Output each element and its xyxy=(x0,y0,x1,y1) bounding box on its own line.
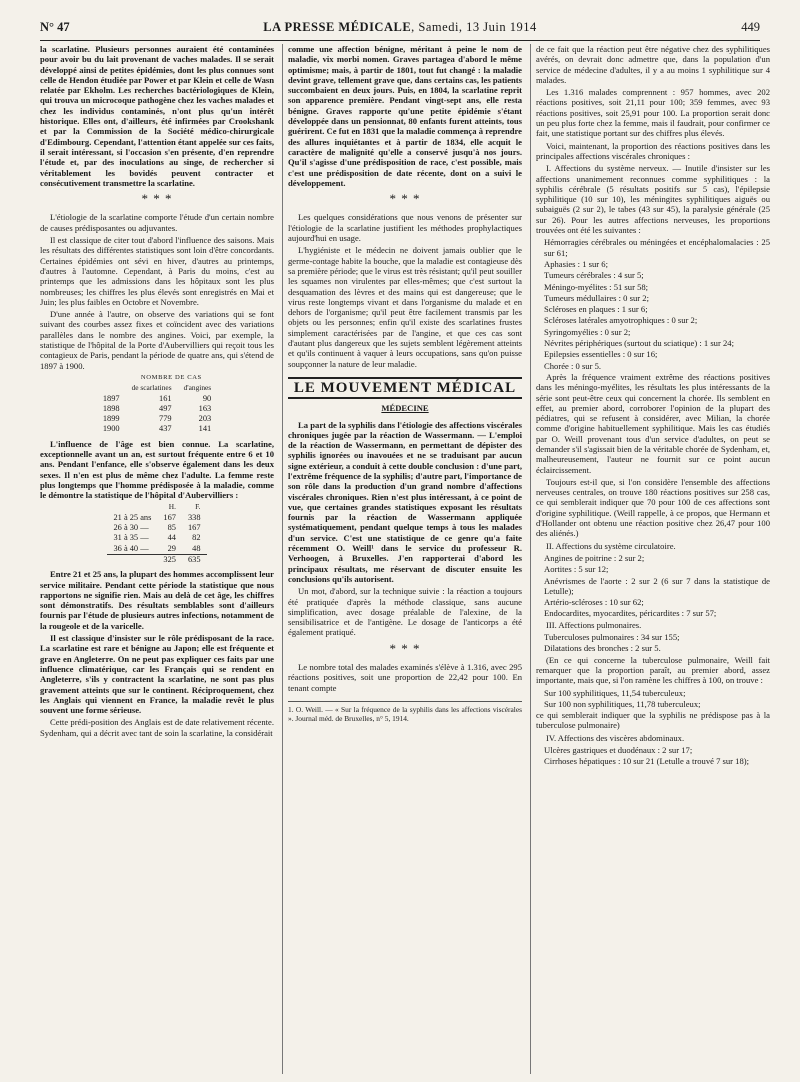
section-separator: * * * xyxy=(389,191,421,207)
paragraph: Voici, maintenant, la proportion des réactions positives dans les principales affections viscérales chroniques : xyxy=(536,140,770,161)
paragraph: L'influence de l'âge est bien connue. La scarlatine, exceptionnelle avant un an, est surtout fréquente entre 6 et 10 ans. Pendant l'enfance, elle s'observe également dans les deux sexes. Il n'en est plus de même chez l'adulte. La femme reste plus longtemps que l'homme prédisposée à la maladie, comme le démontre la statistique de l'hôpital d'Aubervilliers : xyxy=(40,438,274,501)
section-label: IV. Affections des viscères abdominaux. xyxy=(546,732,685,743)
paragraph: (En ce qui concerne la tuberculose pulmonaire, Weill fait remarquer que la proportion paraît, au premier abord, assez importante, mais que, si l'on ramène les chiffres à 100, on trouve : xyxy=(536,654,770,686)
paragraph: Cette prédi-position des Anglais est de date relativement récente. Sydenham, qui a décrit avec tant de soin la scarlatine, la considérait xyxy=(40,717,274,738)
list-item: Chorée : 0 sur 5. xyxy=(544,360,602,371)
issue-number: N° 47 xyxy=(40,20,70,34)
paragraph: L'étiologie de la scarlatine comporte l'étude d'un certain nombre de causes prédisposantes ou adjuvantes. xyxy=(40,212,274,233)
list-item: Artério-scléroses : 10 sur 62; xyxy=(544,597,644,608)
section-separator: * * * xyxy=(141,191,173,207)
subsection-heading: MÉDECINE xyxy=(381,403,429,414)
paragraph: de ce fait que la réaction peut être négative chez des syphilitiques avérés, on devrait donc admettre que, dans la population d'un service de médecine d'adultes, il y a au moins 1 syphilitique sur 4 malades. xyxy=(536,44,770,85)
paragraph: I. Affections du système nerveux. — Inutile d'insister sur les affections unanimement reconnues comme syphilitiques : la syphilis cérébrale (5 résultats positifs sur 5 cas), l'épilepsie syphilitique (10 sur 10), les méningites syphilitiques aiguës ou subaiguës (2 sur 2), le tabes (43 sur 45), la paralysie générale (25 sur 26). Pour les autres affections nerveuses, les proportions trouvées ont été les suivantes : xyxy=(536,163,770,236)
column-header: de scarlatines xyxy=(131,383,172,393)
column-1 xyxy=(40,44,274,1074)
paragraph: L'hygiéniste et le médecin ne doivent jamais oublier que le germe-contage habite la bouche, que la maladie est contagieuse dès sa première période; que le virus est très résistant; qu'il peut souiller les squames non virulentes par elles-mêmes; que c'est surtout la desquamation des lèvres et des mains qui est dangereuse; que le virus reste longtemps vivant et dans l'organisme du malade et en dehors de l'organisme; qu'il peut être facilement transmis par les objets ou les personnes; enfin qu'il existe des scarlatines frustes simplement caractérisées par de l'angine, et que ces cas sont d'autant plus dangereux que les sujets semblent légèrement atteints et qu'ils continuent à vaquer à leurs occupations, sans qu'on puisse soupçonner la nature de leur maladie. xyxy=(288,245,522,369)
paragraph: Les quelques considérations que nous venons de présenter sur l'étiologie de la scarlatine justifient les méthodes prophylactiques aujourd'hui en usage. xyxy=(288,212,522,244)
list-item: Epilepsies essentielles : 0 sur 16; xyxy=(544,349,658,360)
section-heading: LE MOUVEMENT MÉDICAL xyxy=(288,377,522,399)
list-item: Sur 100 syphilitiques, 11,54 tuberculeux; xyxy=(544,687,686,698)
table-title: NOMBRE DE CAS xyxy=(140,373,202,381)
paragraph: Il est classique de citer tout d'abord l'influence des saisons. Mais les résultats des différentes statistiques sont loin d'être concordants. Certaines épidémies ont sévi en hiver, d'autres au printemps, d'autres à l'automne. Cependant, à Paris du moins, c'est au printemps que les admissions dans les hôpitaux sont les plus nombreuses; les chiffres les plus élevés sont enregistrés en Mai et Juin; les plus faibles en Octobre et Novembre. xyxy=(40,235,274,307)
list-item: Tuberculoses pulmonaires : 34 sur 155; xyxy=(544,632,680,643)
paragraph: ce qui semblerait indiquer que la syphilis ne prédispose pas à la tuberculose pulmonaire) xyxy=(536,710,770,731)
section-label: II. Affections du système circulatoire. xyxy=(546,540,676,551)
article-columns xyxy=(40,44,770,1074)
footnote: 1. O. Weill. — « Sur la fréquence de la syphilis dans les affections viscérales ». Journal méd. de Bruxelles, n° 5, 1914. xyxy=(288,701,522,723)
table-row: 21 à 25 ans 167 338 xyxy=(113,512,201,522)
list-item: Dilatations des bronches : 2 sur 5. xyxy=(544,643,661,654)
paragraph: comme une affection bénigne, méritant à peine le nom de maladie, vix morbi nomen. Graves partagea d'abord le même optimisme; mais, à partir de 1801, tout fut changé : la maladie devint grave, tellement grave que, dans certains cas, les patients succombaient en deux jours. Puis, en 1804, la scarlatine reprit son apparence première. Pendant vingt-sept ans, elle resta bénigne. Graves rapporte qu'une petite épidémie s'étant développée dans un pensionnat, 80 enfants furent atteints, tous guérirent. Ce fut en 1831 que la maladie commença à reprendre des allures inquiétantes et à partir de 1834, elle acquit le caractère de malignité qu'elle a conservé jusqu'à nos jours. Qu'il s'agisse d'une prédisposition de race, c'est possible, mais c'est une prédisposition de date récente, dont on a suivi le développement. xyxy=(288,44,522,188)
list-item: Syringomyélies : 0 sur 2; xyxy=(544,326,631,337)
paragraph: D'une année à l'autre, on observe des variations qui se font suivant des courbes assez fixes et coïncident avec des variations parallèles dans le nombre des angines. Voici, par exemple, la statistique de l'hôpital de la Porte d'Aubervilliers qui reçoit tous les contagieux de Paris, pendant la période de quatre ans, qui s'étend de 1897 à 1900. xyxy=(40,309,274,371)
issue-date: , Samedi, 13 Juin 1914 xyxy=(411,20,537,34)
list-item: Endocardites, myocardites, péricardites : 7 sur 57; xyxy=(544,608,717,619)
list-item: Hémorragies cérébrales ou méningées et encéphalomalacies : 25 sur 61; xyxy=(544,237,770,258)
list-item: Cirrhoses hépatiques : 10 sur 21 (Letulle a trouvé 7 sur 18); xyxy=(544,756,750,767)
list-item: Névrites périphériques (surtout du sciatique) : 1 sur 24; xyxy=(544,338,734,349)
table-row: 1898 497 163 xyxy=(102,403,212,413)
list-item: Anévrismes de l'aorte : 2 sur 2 (6 sur 7 dans la statistique de Letulle); xyxy=(544,575,770,596)
list-item: Tumeurs cérébrales : 4 sur 5; xyxy=(544,270,644,281)
seasonal-cases-table xyxy=(97,373,217,435)
section-separator: * * * xyxy=(389,640,421,656)
table-row: 26 à 30 — 85 167 xyxy=(113,523,201,533)
paragraph: Le nombre total des malades examinés s'élève à 1.316, avec 295 réactions positives, soit une proportion de 22,42 pour 100. En tenant compte xyxy=(288,662,522,693)
list-item: Aphasies : 1 sur 6; xyxy=(544,258,608,269)
section-label: III. Affections pulmonaires. xyxy=(546,619,642,630)
table-row: 31 à 35 — 44 82 xyxy=(113,533,201,543)
list-item: Méningo-myélites : 51 sur 58; xyxy=(544,281,649,292)
list-item: Angines de poitrine : 2 sur 2; xyxy=(544,552,645,563)
table-row: 1899 779 203 xyxy=(102,414,212,424)
paragraph: Les 1.316 malades comprennent : 957 hommes, avec 202 réactions positives, soit 21,11 pour 100; 359 femmes, avec 93 réactions positives, soit 25,91 pour 100. La proportion serait donc un peu plus forte chez la femme, mais il faudrait, pour confirmer ce fait, une statistique portant sur des chiffres plus élevés. xyxy=(536,87,770,139)
list-item: Aortites : 5 sur 12; xyxy=(544,564,609,575)
list-item: Sur 100 non syphilitiques, 11,78 tuberculeux; xyxy=(544,698,701,709)
table-row: 1897 161 90 xyxy=(102,393,212,403)
list-item: Scléroses latérales amyotrophiques : 0 sur 2; xyxy=(544,315,698,326)
journal-title-line xyxy=(40,20,760,35)
paragraph: Un mot, d'abord, sur la technique suivie : la réaction a toujours été pratiquée d'après la méthode classique, sans aucune simplification, avec dosage préalable de l'alexine, de la sensibilisatrice et de l'antigène. Le dosage de l'anticorps a été également pratiqué. xyxy=(288,586,522,638)
paragraph: Entre 21 et 25 ans, la plupart des hommes accomplissent leur service militaire. Pendant cette période la statistique que nous rapportons ne signifie rien. Mais au delà de cet âge, les chiffres sont démonstratifs. Des résultats semblables sont d'ailleurs fournis par l'étude de plusieurs autres infections, notamment de la rougeole et de la varicelle. xyxy=(40,569,274,631)
age-sex-table xyxy=(107,502,206,565)
table-total-row: 325 635 xyxy=(107,554,206,565)
paragraph: La part de la syphilis dans l'étiologie des affections viscérales chroniques jugée par la réaction de Wassermann. — L'emploi de la réaction de Wassermann, en permettant de dépister des syphilis ignorées ou inavouées et ne se traduisant par aucun signe extérieur, a conduit à cette double conclusion : d'une part, l'extrême fréquence de la syphilis; d'autre part, l'importance de son rôle dans la production d'un grand nombre d'affections viscérales chroniques. Rien n'est plus intéressant, à ce point de vue, que certaines grandes statistiques exposant les résultats fournis par la réaction de Wassermann appliquée systématiquement, pendant quelque temps à tous les malades d'un service. C'est une statistique de ce genre qu'a faite récemment O. Weill¹ dans le service du professeur R. Verhoogen, à Bruxelles. J'en rapporterai d'abord les principaux résultats, me réservant de discuter ensuite les conclusions qu'ils autorisent. xyxy=(288,419,522,584)
column-3 xyxy=(536,44,770,1074)
list-item: Tumeurs médullaires : 0 sur 2; xyxy=(544,292,649,303)
paragraph: Il est classique d'insister sur le rôle prédisposant de la race. La scarlatine est rare et bénigne au Japon; elle est fréquente et grave en Angleterre. On ne peut pas expliquer ces faits par une influence climatérique, car les Français qui se rendent en Angleterre, s'ils y contractent la scarlatine, ne sont pas plus gravement atteints que sur le continent. Réciproquement, chez les Anglais qui viennent en France, la maladie revêt le plus souvent une forme sérieuse. xyxy=(40,633,274,716)
paragraph: Après la fréquence vraiment extrême des réactions positives dans les méningo-myélites, les résultats les plus intéressants de la série sont peut-être ceux qui concernent la chorée. Ils semblent en effet, au premier abord, corroborer l'opinion de la plupart des pédiatres, qui se refusent à considérer, avec Milian, la chorée comme d'origine habituellement syphilitique. Mais les cas étudiés par O. Weill provenant tous d'un service d'adultes, on peut se demander s'il s'agissait bien de la véritable chorée de Sydenham, et, malheureusement, l'auteur ne fournit sur ce point aucun éclaircissement. xyxy=(536,371,770,475)
page-number: 449 xyxy=(741,20,760,34)
column-header: F. xyxy=(195,502,201,512)
table-row: 1900 437 141 xyxy=(102,424,212,434)
list-item: Ulcères gastriques et duodénaux : 2 sur 17; xyxy=(544,745,693,755)
column-2 xyxy=(288,44,522,1074)
list-item: Scléroses en plaques : 1 sur 6; xyxy=(544,304,648,315)
table-row: 36 à 40 — 29 48 xyxy=(113,543,201,553)
paragraph: Toujours est-il que, si l'on considère l'ensemble des affections nerveuses centrales, on trouve 180 réactions positives sur 258 cas, ce qui semblerait indiquer que 70 pour 100 de ces affections sont d'origine syphilitique. (Weill rappelle, à ce propos, que Hermann et d'Hollander ont obtenu une réaction positive chez 26,47 pour 100 des aliénés.) xyxy=(536,476,770,539)
page-header xyxy=(40,18,760,41)
column-header: d'angines xyxy=(183,383,212,393)
column-header: H. xyxy=(168,502,176,512)
journal-title: LA PRESSE MÉDICALE xyxy=(263,20,412,34)
paragraph: la scarlatine. Plusieurs personnes auraient été contaminées pour avoir bu du lait provenant de vaches malades. Il se serait développé ainsi de petites épidémies, dont les plus connues sont celle de Hendon étudiée par Power et par Klein et celle de Wasn relatée par Ekholm. Les recherches bactériologiques de Klein, qui trouva un microcoque pathogène chez les vaches malades et chez les individus contaminés, n'ont plus qu'un intérêt historique. Elles ont, d'ailleurs, été infirmées par Crookshank et par la Commission de la Société médico-chirurgicale d'Edimbourg. Cependant, l'attention étant appelée sur ces faits, il serait intéressant, si l'occasion s'en présente, d'en reprendre l'étude et, par des inoculations au singe, de rechercher si véritablement les bovidés peuvent contracter et consécutivement transmettre la scarlatine. xyxy=(40,44,274,188)
